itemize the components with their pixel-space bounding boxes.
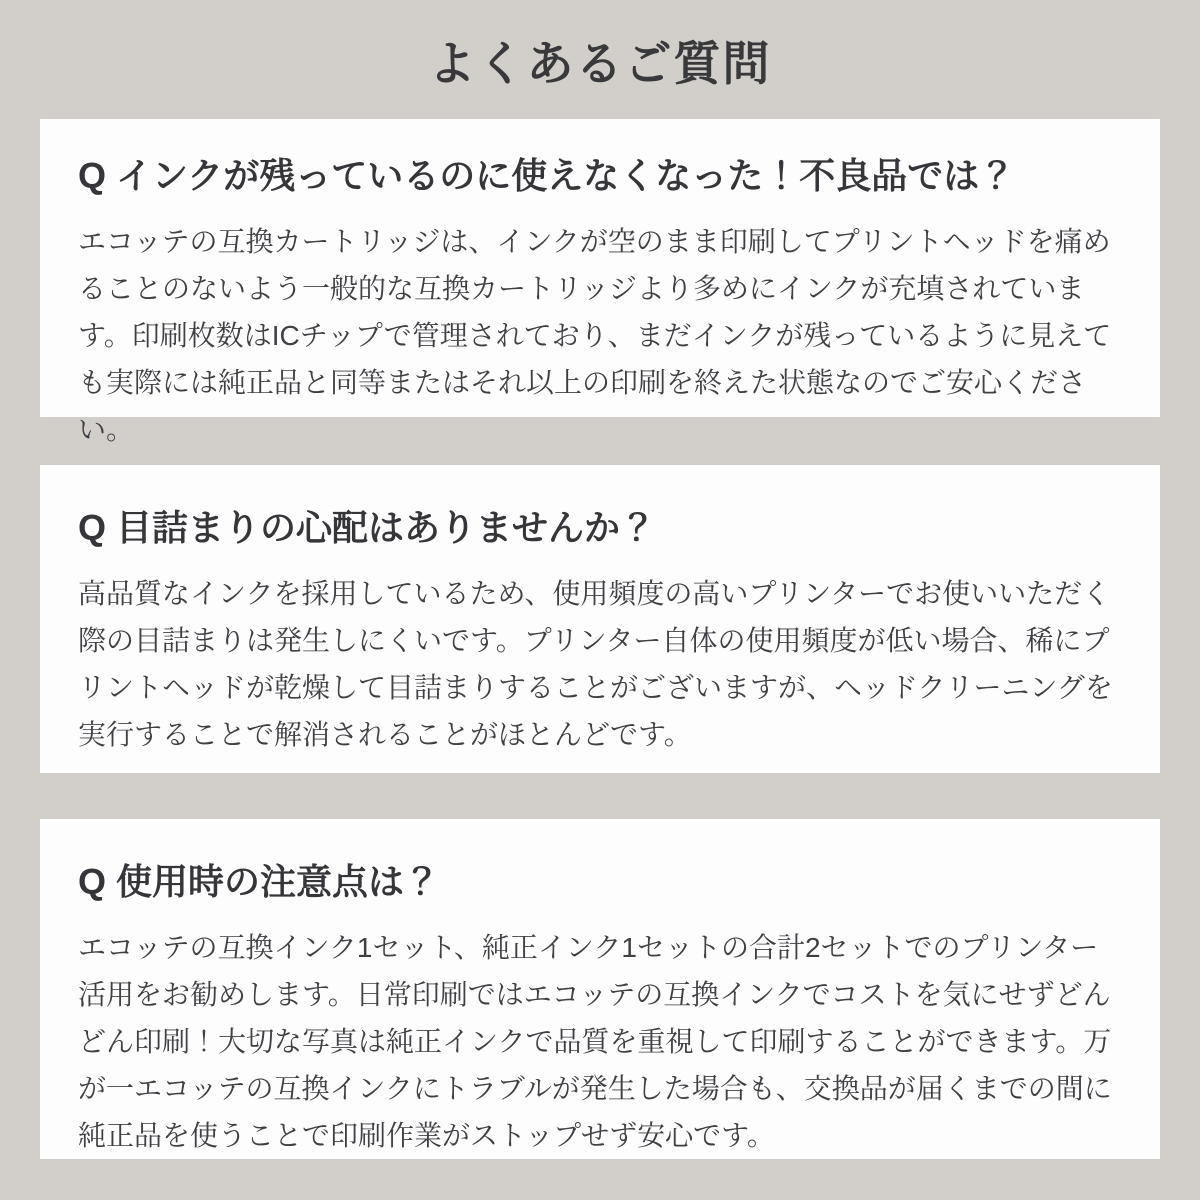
page-title: よくあるご質問	[428, 37, 772, 90]
faq-question-usage-notes: Q 使用時の注意点は？	[78, 861, 441, 902]
faq-card-usage-notes	[40, 819, 1160, 1159]
faq-card-clogging	[40, 465, 1160, 773]
faq-answer-usage-notes: エコッテの互換インク1セット、純正インク1セットの合計2セットでのプリンター活用をお勧めします。日常印刷ではエコッテの互換インクでコストを気にせずどんどん印刷！大切な写真は純正インクで品質を重視して印刷することができます。万が一エコッテの互換インクにトラブルが発生した場合も、交換品が届くまでの間に純正品を使うことで印刷作業がストップせず安心です。	[78, 932, 1112, 1151]
faq-question-clogging: Q 目詰まりの心配はありませんか？	[78, 507, 657, 548]
faq-card-ink-remaining	[40, 119, 1160, 445]
faq-answer-clogging: 高品質なインクを採用しているため、使用頻度の高いプリンターでお使いいただく際の目詰まりは発生しにくいです。プリンター自体の使用頻度が低い場合、稀にプリントヘッドが乾燥して目詰まりすることがございますが、ヘッドクリーニングを実行することで解消されることがほとんどです。	[78, 578, 1113, 750]
faq-question-ink-remaining: Q インクが残っているのに使えなくなった！不良品では？	[78, 155, 1016, 196]
faq-answer-ink-remaining: エコッテの互換カートリッジは、インクが空のまま印刷してプリントヘッドを痛めることのないよう一般的な互換カートリッジより多めにインクが充填されています。印刷枚数はICチップで管理されており、まだインクが残っているように見えても実際には純正品と同等またはそれ以上の印刷を終えた状態なのでご安心ください。	[78, 226, 1112, 445]
